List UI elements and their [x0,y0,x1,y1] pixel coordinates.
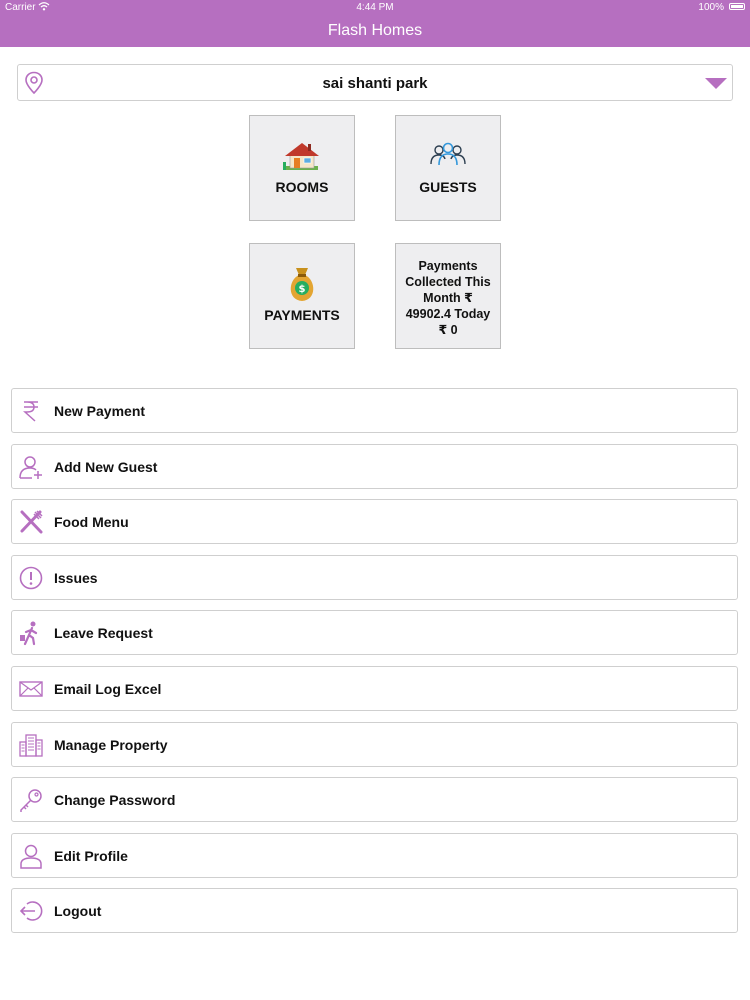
logout-button[interactable] [11,888,738,933]
key-icon [18,787,44,813]
menu-label: Issues [54,570,98,586]
manage-property-button[interactable] [11,722,738,767]
menu-label: Email Log Excel [54,681,162,697]
guests-label: GUESTS [419,179,477,195]
walking-icon [18,620,44,646]
email-log-excel-button[interactable] [11,666,738,711]
rooms-label: ROOMS [275,179,329,195]
menu-label: New Payment [54,403,146,419]
menu-label: Logout [54,903,102,919]
battery-percent: 100% [698,2,724,13]
rupee-icon [18,398,44,424]
user-icon [18,843,44,869]
payments-tile[interactable] [249,243,355,349]
menu-label: Change Password [54,792,176,808]
issues-button[interactable] [11,555,738,600]
menu-label: Edit Profile [54,848,128,864]
alert-circle-icon [18,565,44,591]
food-menu-button[interactable] [11,499,738,544]
menu-label: Food Menu [54,514,129,530]
property-name: sai shanti park [322,75,428,92]
menu-label: Leave Request [54,625,153,641]
status-time: 4:44 PM [356,2,394,13]
triangle-down-icon[interactable] [705,77,727,95]
battery-icon [729,3,745,10]
add-new-guest-button[interactable] [11,444,738,489]
leave-request-button[interactable] [11,610,738,655]
add-user-icon [18,454,44,480]
menu-label: Add New Guest [54,459,158,475]
edit-profile-button[interactable] [11,833,738,878]
guests-tile[interactable] [395,115,501,221]
app-header [0,0,750,47]
money-bag-icon [250,264,354,309]
people-icon [396,140,500,175]
rooms-tile[interactable] [249,115,355,221]
fork-knife-icon [18,509,44,535]
svg-text:$: $ [298,284,306,295]
logout-icon [18,898,44,924]
payments-stats-text: Payments Collected This Month ₹ 49902.4 Today ₹ 0 [405,259,491,337]
envelope-icon [18,676,44,702]
building-icon [18,732,44,758]
new-payment-button[interactable] [11,388,738,433]
page-title: Flash Homes [327,22,423,39]
payments-label: PAYMENTS [264,307,340,323]
house-icon [250,140,354,179]
menu-label: Manage Property [54,737,168,753]
property-select[interactable] [17,64,733,101]
payments-stats-tile[interactable] [395,243,501,349]
change-password-button[interactable] [11,777,738,822]
carrier-label: Carrier [5,2,36,13]
status-bar [0,0,750,15]
